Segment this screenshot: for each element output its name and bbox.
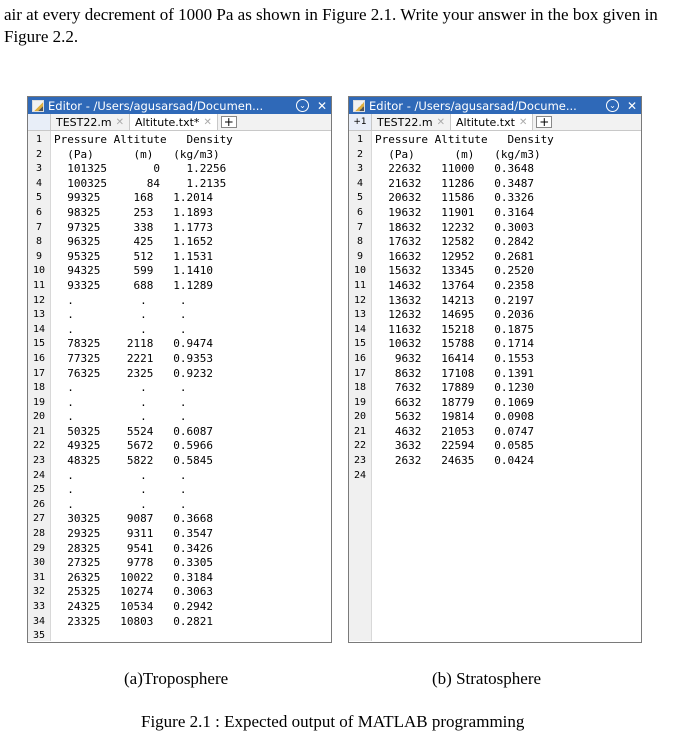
code-line (349, 381, 641, 396)
line-text: 98325 253 1.1893 (54, 205, 213, 219)
line-text: 23325 10803 0.2821 (54, 614, 213, 628)
code-line (28, 206, 331, 221)
code-line (349, 410, 641, 425)
tab-bar (349, 114, 641, 131)
line-number: 8 (35, 236, 43, 248)
line-number: 2 (35, 148, 43, 160)
tab-test22[interactable] (372, 114, 451, 130)
line-number: 12 (353, 294, 367, 306)
line-text: 15632 13345 0.2520 (375, 264, 534, 278)
add-tab-icon[interactable]: + (221, 116, 237, 128)
line-text: 14632 13764 0.2358 (375, 278, 534, 292)
caption-stratosphere: (b) Stratosphere (432, 669, 542, 688)
code-line (28, 221, 331, 236)
line-text: 96325 425 1.1652 (54, 235, 213, 249)
line-number: 5 (356, 192, 364, 204)
line-text: 78325 2118 0.9474 (54, 337, 213, 351)
code-line (28, 571, 331, 586)
line-number: 9 (35, 250, 43, 262)
line-number: 7 (356, 221, 364, 233)
close-icon[interactable]: ✕ (626, 98, 637, 113)
code-line (28, 425, 331, 440)
line-text: 4632 21053 0.0747 (375, 424, 534, 438)
line-number: 1 (35, 134, 43, 145)
code-line (28, 600, 331, 615)
line-text: 48325 5822 0.5845 (54, 454, 213, 468)
code-line (349, 162, 641, 177)
line-number: 6 (356, 206, 364, 218)
line-number: 4 (35, 177, 43, 189)
code-line (28, 235, 331, 250)
code-line (28, 308, 331, 323)
line-number: 21 (353, 425, 367, 437)
line-text: 30325 9087 0.3668 (54, 512, 213, 526)
line-text: 101325 0 1.2256 (54, 162, 227, 176)
editor-body[interactable] (28, 131, 331, 641)
code-line (349, 264, 641, 279)
line-number: 16 (32, 352, 46, 364)
line-text: 18632 12232 0.3003 (375, 220, 534, 234)
line-text: 77325 2221 0.9353 (54, 351, 213, 365)
code-line (28, 454, 331, 469)
line-text (50, 629, 54, 643)
line-text: 95325 512 1.1531 (54, 249, 213, 263)
code-line (28, 396, 331, 411)
code-line (28, 469, 331, 484)
line-number: 29 (32, 542, 46, 554)
line-number: 15 (353, 338, 367, 350)
tab-label: Altitute.txt (455, 115, 515, 129)
code-line (349, 279, 641, 294)
line-number: 2 (356, 148, 364, 160)
line-number: 10 (353, 265, 367, 277)
line-text: 24325 10534 0.2942 (54, 600, 213, 613)
line-text: 26325 10022 0.3184 (54, 570, 213, 584)
code-lines (28, 133, 331, 643)
line-number: 28 (32, 528, 46, 540)
line-text: . . . (54, 293, 187, 307)
code-line (349, 221, 641, 236)
add-tab-icon[interactable]: + (536, 116, 552, 128)
line-text: 21632 11286 0.3487 (375, 176, 534, 190)
line-text: 94325 599 1.1410 (54, 264, 213, 278)
code-line (28, 585, 331, 600)
line-text: Pressure Altitute Density (54, 133, 233, 146)
tab-label: TEST22.m (56, 115, 112, 129)
line-text: 19632 11901 0.3164 (375, 205, 534, 219)
line-text: . . . (54, 468, 187, 482)
line-text: (Pa) (m) (kg/m3) (54, 147, 220, 161)
tab-label: Altitute.txt* (134, 115, 200, 129)
code-line (28, 250, 331, 265)
code-line (28, 191, 331, 206)
line-number: 24 (32, 469, 46, 481)
code-line (28, 542, 331, 557)
line-number: 6 (35, 206, 43, 218)
code-line (28, 439, 331, 454)
line-number: 15 (32, 338, 46, 350)
line-number: 7 (35, 221, 43, 233)
line-text: 6632 18779 0.1069 (375, 395, 534, 409)
line-number: 11 (353, 279, 367, 291)
line-text: 8632 17108 0.1391 (375, 366, 534, 380)
line-number: 23 (353, 455, 367, 467)
code-line (349, 235, 641, 250)
line-text: . . . (54, 322, 187, 336)
code-line (28, 337, 331, 352)
editor-title: Editor - /Users/agusarsad/Documen... (48, 98, 264, 113)
line-number: 19 (32, 396, 46, 408)
tab-bar (28, 114, 331, 131)
menu-chevron-icon[interactable]: ⌄ (606, 99, 619, 112)
line-number: 17 (32, 367, 46, 379)
tab-close-icon[interactable]: ✕ (115, 116, 124, 128)
tab-close-icon[interactable]: ✕ (518, 116, 528, 128)
line-text: 50325 5524 0.6087 (54, 424, 213, 438)
code-line (349, 133, 641, 148)
code-line (349, 294, 641, 309)
line-number: 19 (353, 396, 367, 408)
line-text: . . . (54, 395, 187, 409)
line-text: Pressure Altitute Density (375, 133, 554, 146)
code-line (349, 250, 641, 265)
code-line (28, 410, 331, 425)
code-line (28, 381, 331, 396)
line-number: 34 (32, 615, 46, 627)
line-number: 31 (32, 571, 46, 583)
line-text: 99325 168 1.2014 (54, 191, 213, 205)
gutter-split-label[interactable]: +1 (349, 114, 372, 130)
line-number: 14 (32, 323, 46, 335)
line-text: 49325 5672 0.5966 (54, 439, 213, 453)
line-text: 76325 2325 0.9232 (54, 366, 213, 380)
line-text: 25325 10274 0.3063 (54, 585, 213, 599)
code-line (28, 177, 331, 192)
code-line (28, 498, 331, 513)
code-line (28, 367, 331, 382)
line-number: 18 (32, 382, 46, 394)
line-text: 11632 15218 0.1875 (375, 322, 534, 336)
line-number: 13 (32, 309, 46, 321)
code-line (349, 206, 641, 221)
line-text: . . . (54, 483, 187, 497)
line-number: 4 (356, 177, 364, 189)
code-line (349, 337, 641, 352)
line-text: 3632 22594 0.0585 (375, 439, 534, 453)
line-number: 32 (32, 586, 46, 598)
line-number: 33 (32, 601, 46, 612)
code-line (349, 454, 641, 469)
code-line (28, 352, 331, 367)
editor-window-troposphere (27, 96, 332, 643)
line-text: 12632 14695 0.2036 (375, 308, 534, 322)
line-text: 5632 19814 0.0908 (375, 410, 534, 424)
code-line (349, 367, 641, 382)
line-text: 22632 11000 0.3648 (375, 162, 534, 176)
code-line (349, 308, 641, 323)
line-number: 24 (353, 469, 367, 481)
line-number: 1 (356, 134, 364, 145)
tab-label: TEST22.m (377, 115, 433, 129)
code-line (28, 162, 331, 177)
code-line (28, 629, 331, 643)
line-text: 28325 9541 0.3426 (54, 541, 213, 555)
line-number: 16 (353, 352, 367, 364)
line-number: 10 (32, 265, 46, 277)
editor-body[interactable] (349, 131, 641, 641)
code-line (28, 279, 331, 294)
line-text: (Pa) (m) (kg/m3) (375, 147, 541, 161)
line-text: 17632 12582 0.2842 (375, 235, 534, 249)
code-line (349, 396, 641, 411)
line-number: 26 (32, 498, 46, 510)
line-number: 5 (35, 192, 43, 204)
line-text: 97325 338 1.1773 (54, 220, 213, 234)
code-line (349, 352, 641, 367)
gutter-header (28, 114, 51, 130)
tab-altitute[interactable] (451, 114, 533, 130)
intro-text: air at every decrement of 1000 Pa as shown in Figure 2.1. Write your answer in the box given in Figure 2.2. (4, 5, 658, 46)
editor-icon (32, 100, 44, 112)
code-lines (349, 133, 641, 483)
line-text: 10632 15788 0.1714 (375, 337, 534, 351)
caption-troposphere: (a)Troposphere (124, 669, 229, 688)
code-line (28, 133, 331, 148)
line-text: 20632 11586 0.3326 (375, 191, 534, 205)
tab-test22[interactable] (51, 114, 130, 130)
line-number: 18 (353, 382, 367, 394)
close-icon[interactable]: ✕ (316, 98, 327, 113)
line-number: 8 (356, 236, 364, 248)
line-text: 100325 84 1.2135 (54, 176, 227, 190)
code-line (349, 323, 641, 338)
code-line (28, 264, 331, 279)
line-number: 11 (32, 279, 46, 291)
line-text (371, 469, 375, 484)
line-text: . . . (54, 410, 187, 424)
code-line (28, 483, 331, 498)
code-line (349, 469, 641, 484)
code-line (28, 556, 331, 571)
line-number: 9 (356, 250, 364, 262)
line-text: 27325 9778 0.3305 (54, 556, 213, 570)
line-number: 13 (353, 309, 367, 321)
code-line (28, 615, 331, 630)
line-text: . . . (54, 497, 187, 511)
line-number: 20 (32, 411, 46, 423)
code-line (28, 148, 331, 163)
menu-chevron-icon[interactable]: ⌄ (296, 99, 309, 112)
code-line (28, 323, 331, 338)
line-number: 21 (32, 425, 46, 437)
line-number: 27 (32, 513, 46, 525)
line-number: 20 (353, 411, 367, 423)
tab-close-icon[interactable]: ✕ (203, 116, 212, 128)
editor-title: Editor - /Users/agusarsad/Docume... (369, 98, 577, 113)
editor-titlebar (349, 97, 641, 114)
figure-caption: Figure 2.1 : Expected output of MATLAB programming (141, 712, 525, 731)
code-line (28, 512, 331, 527)
line-text: 9632 16414 0.1553 (375, 351, 534, 365)
line-number: 30 (32, 557, 46, 569)
line-text: . . . (54, 381, 187, 395)
line-text: 29325 9311 0.3547 (54, 527, 213, 541)
code-line (28, 294, 331, 309)
editor-icon (353, 100, 365, 112)
code-line (349, 191, 641, 206)
line-text: 16632 12952 0.2681 (375, 249, 534, 263)
code-line (349, 177, 641, 192)
code-line (349, 425, 641, 440)
line-number: 25 (32, 484, 46, 496)
tab-altitute[interactable] (130, 114, 218, 130)
code-line (349, 148, 641, 163)
editor-window-stratosphere (348, 96, 642, 643)
line-number: 12 (32, 294, 46, 306)
line-number: 3 (35, 163, 43, 175)
line-number: 14 (353, 323, 367, 335)
line-text: 93325 688 1.1289 (54, 278, 213, 292)
line-text: . . . (54, 308, 187, 322)
code-line (28, 527, 331, 542)
line-number: 3 (356, 163, 364, 175)
line-number: 35 (32, 630, 46, 642)
line-number: 17 (353, 367, 367, 379)
line-text: 7632 17889 0.1230 (375, 381, 534, 395)
line-text: 13632 14213 0.2197 (375, 293, 534, 307)
line-number: 22 (353, 440, 367, 452)
code-line (349, 439, 641, 454)
tab-close-icon[interactable]: ✕ (436, 116, 445, 128)
editor-titlebar (28, 97, 331, 114)
line-number: 22 (32, 440, 46, 452)
line-text: 2632 24635 0.0424 (375, 454, 534, 468)
line-number: 23 (32, 455, 46, 467)
